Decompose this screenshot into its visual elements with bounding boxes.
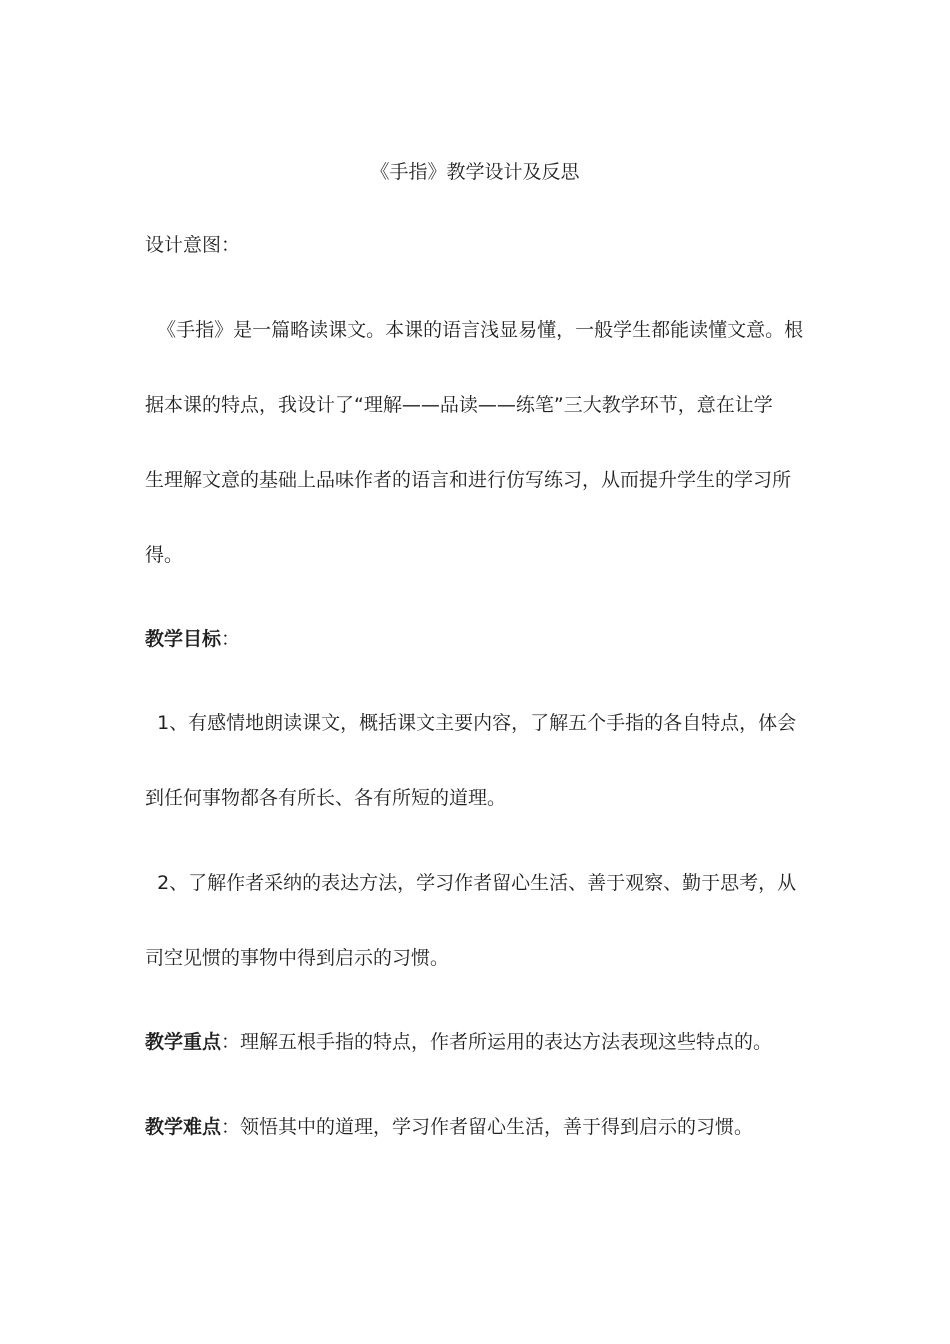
objectives-colon: ： <box>221 628 241 650</box>
objectives-heading: 教学目标 <box>145 628 222 650</box>
key-point-row <box>145 1028 815 1056</box>
objectives-heading-row <box>145 625 815 653</box>
objective-2-line-2: 司空见惯的事物中得到启示的习惯。 <box>145 947 450 969</box>
intent-line-3: 生理解文意的基础上品味作者的语言和进行仿写练习，从而提升学生的学习所 <box>145 469 792 491</box>
document-title: 《手指》教学设计及反思 <box>370 161 580 183</box>
difficulty-text: ：领悟其中的道理，学习作者留心生活，善于得到启示的习惯。 <box>221 1116 754 1138</box>
key-point-text: ：理解五根手指的特点，作者所运用的表达方法表现这些特点的。 <box>221 1031 773 1053</box>
objective-2-line-1: 2、了解作者采纳的表达方法，学习作者留心生活、善于观察、勤于思考，从 <box>145 872 797 894</box>
intent-heading: 设计意图： <box>145 234 241 256</box>
key-point-label: 教学重点 <box>145 1031 222 1053</box>
difficulty-row <box>145 1113 815 1141</box>
intent-line-2: 据本课的特点，我设计了“理解——品读——练笔”三大教学环节，意在让学 <box>145 394 773 416</box>
objective-1-line-1: 1、有感情地朗读课文，概括课文主要内容，了解五个手指的各自特点，体会 <box>145 712 797 734</box>
objective-1-line-2: 到任何事物都各有所长、各有所短的道理。 <box>145 787 507 809</box>
difficulty-label: 教学难点 <box>145 1116 222 1138</box>
intent-line-1: 《手指》是一篇略读课文。本课的语言浅显易懂，一般学生都能读懂文意。根 <box>145 319 804 341</box>
intent-line-4: 得。 <box>145 544 184 566</box>
